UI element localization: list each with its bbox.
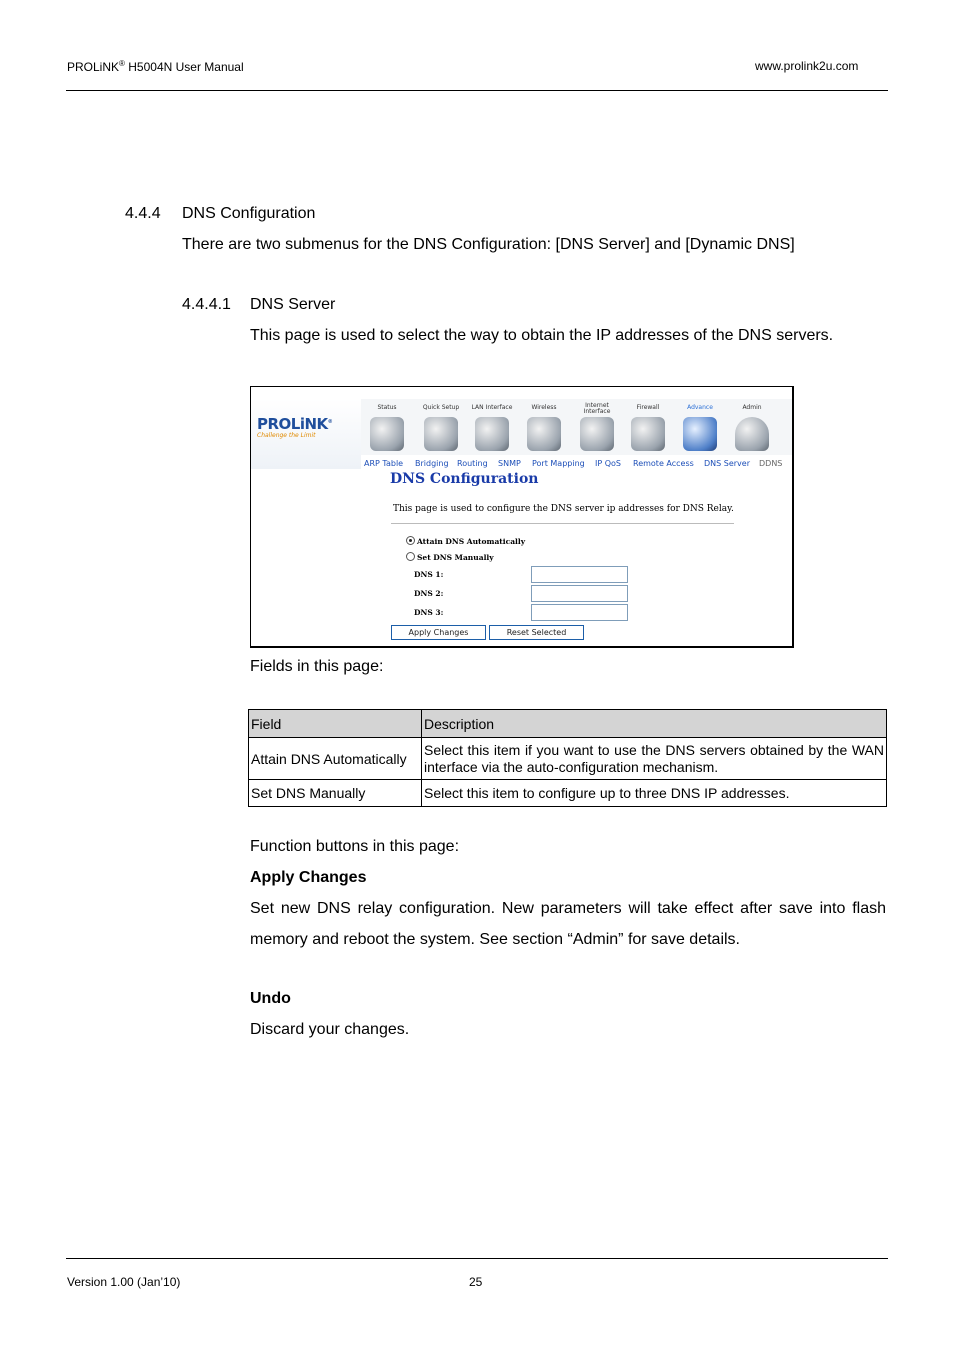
radio-selected-icon[interactable] [406, 536, 415, 545]
nav-label: Status [377, 404, 397, 411]
dns1-label: DNS 1: [414, 570, 444, 579]
table-row [249, 738, 887, 780]
nav-label: Admin [742, 404, 762, 411]
nav-label: LAN Interface [471, 404, 513, 411]
footer-rule [66, 1258, 888, 1259]
undo-heading: Undo [250, 990, 291, 1007]
header-website: www.prolink2u.com [755, 59, 859, 73]
dns-page-title: DNS Configuration [390, 471, 539, 487]
subnav-dns-server[interactable]: DNS Server [704, 459, 750, 468]
field-cell: Set DNS Manually [249, 780, 422, 807]
dns2-input[interactable] [531, 585, 628, 602]
wireless-icon [527, 417, 561, 451]
dns3-label: DNS 3: [414, 608, 444, 617]
apply-changes-heading: Apply Changes [250, 869, 367, 886]
router-screenshot [250, 386, 794, 648]
subsection-title: DNS Server [250, 296, 336, 313]
buttons-intro: Function buttons in this page: [250, 838, 460, 855]
subnav-port-mapping[interactable]: Port Mapping [532, 459, 585, 468]
header-manual-title: H5004N User Manual [124, 60, 244, 74]
header-description: Description [422, 710, 887, 738]
page-number: 25 [469, 1275, 483, 1289]
nav-label: Internet Interface [583, 402, 611, 415]
header-rule [66, 90, 888, 91]
section-title: DNS Configuration [182, 205, 316, 222]
radio-label: Set DNS Manually [417, 553, 494, 562]
nav-status[interactable] [362, 405, 412, 451]
subnav-remote-access[interactable]: Remote Access [633, 459, 694, 468]
description-cell: Select this item to configure up to three DNS IP addresses. [422, 780, 887, 807]
registered-mark: ® [119, 59, 125, 68]
subnav-routing[interactable]: Routing [457, 459, 488, 468]
subnav-bridging[interactable]: Bridging [415, 459, 449, 468]
footer-version: Version 1.00 (Jan’10) [67, 1275, 181, 1289]
dns-page-description: This page is used to configure the DNS server ip addresses for DNS Relay. [393, 504, 734, 514]
section-number: 4.4.4 [125, 205, 161, 222]
nav-wireless[interactable] [519, 405, 569, 451]
nav-quick-setup[interactable] [416, 405, 466, 451]
header-product [67, 59, 244, 74]
nav-advance[interactable] [675, 405, 725, 451]
header-brand: PROLiNK [67, 60, 120, 74]
nav-label: Quick Setup [422, 404, 460, 411]
prolink-logo [257, 415, 332, 433]
logo-tagline: Challenge the Limit [257, 432, 316, 439]
logo-text: PROLiNK [257, 415, 328, 433]
fields-intro: Fields in this page: [250, 658, 384, 675]
radio-set-dns-manually[interactable] [406, 552, 494, 562]
section-intro: There are two submenus for the DNS Configuration: [DNS Server] and [Dynamic DNS] [182, 236, 795, 253]
globe-icon [580, 417, 614, 451]
nav-firewall[interactable] [623, 405, 673, 451]
dns1-input[interactable] [531, 566, 628, 583]
user-icon [735, 417, 769, 451]
gear-icon [424, 417, 458, 451]
logo-registered: ® [327, 419, 333, 425]
radio-unselected-icon[interactable] [406, 552, 415, 561]
firewall-icon [631, 417, 665, 451]
radio-attain-dns-automatically[interactable] [406, 536, 525, 546]
dns2-label: DNS 2: [414, 589, 444, 598]
logo-area [251, 399, 361, 469]
apply-changes-button[interactable]: Apply Changes [391, 625, 486, 640]
subsection-number: 4.4.4.1 [182, 296, 231, 313]
nav-admin[interactable] [727, 405, 777, 451]
nav-label: Wireless [531, 404, 557, 411]
radio-label: Attain DNS Automatically [417, 537, 526, 546]
field-cell: Attain DNS Automatically [249, 738, 422, 780]
divider [391, 523, 734, 524]
subsection-description: This page is used to select the way to obtain the IP addresses of the DNS servers. [250, 327, 834, 344]
dns3-input[interactable] [531, 604, 628, 621]
subnav-ddns[interactable]: DDNS [759, 459, 783, 468]
nav-label: Advance [687, 404, 713, 411]
monitor-icon [370, 417, 404, 451]
header-field: Field [249, 710, 422, 738]
nav-internet-interface[interactable] [572, 403, 622, 451]
description-cell: Select this item if you want to use the DNS servers obtained by the WAN interface via the auto-configuration mechanism. [422, 738, 887, 780]
router-icon [475, 417, 509, 451]
undo-text: Discard your changes. [250, 1021, 410, 1038]
nav-label: Firewall [636, 404, 660, 411]
reset-selected-button[interactable]: Reset Selected [489, 625, 584, 640]
table-header-row [249, 710, 887, 738]
apply-changes-text: Set new DNS relay configuration. New parameters will take effect after save into flash memory and reboot the system. See section “Admin” for save details. [250, 900, 886, 948]
subnav-ip-qos[interactable]: IP QoS [595, 459, 621, 468]
nav-lan-interface[interactable] [467, 405, 517, 451]
subnav-arp-table[interactable]: ARP Table [364, 459, 404, 468]
fields-table [248, 709, 887, 807]
computer-icon [683, 417, 717, 451]
top-nav [361, 399, 792, 455]
table-row [249, 780, 887, 807]
subnav-snmp[interactable]: SNMP [498, 459, 521, 468]
